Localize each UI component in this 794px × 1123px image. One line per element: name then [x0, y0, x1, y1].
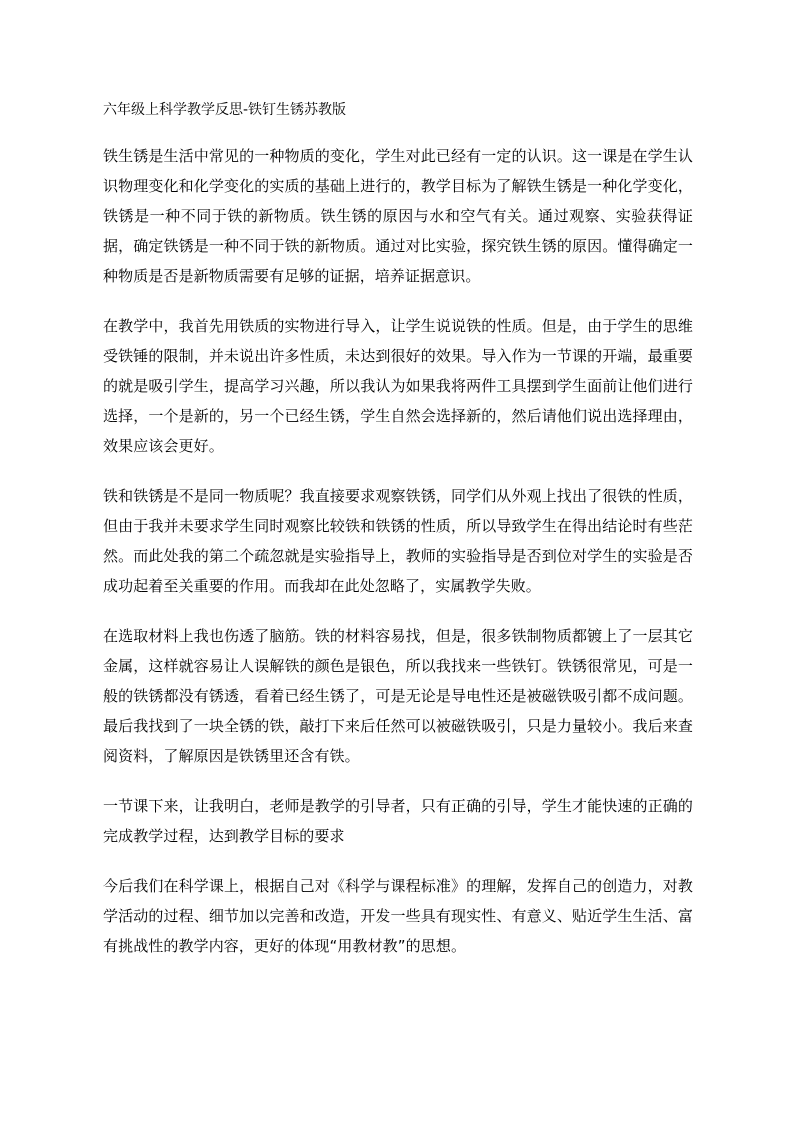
paragraph-4: 在选取材料上我也伤透了脑筋。铁的材料容易找，但是，很多铁制物质都镀上了一层其它金属，这样就容易让人误解铁的颜色是银色，所以我找来一些铁钉。铁锈很常见，可是一般的铁锈都没有锈透，看着已经生锈了，可是无论是导电性还是被磁铁吸引都不成问题。最后我找到了一块全锈的铁，敲打下来后任然可以被磁铁吸引，只是力量较小。我后来查阅资料，了解原因是铁锈里还含有铁。 — [103, 627, 693, 765]
document-title: 六年级上科学教学反思-铁钉生锈苏教版 — [103, 102, 347, 118]
paragraph-2: 在教学中，我首先用铁质的实物进行导入，让学生说说铁的性质。但是，由于学生的思维受铁锤的限制，并未说出许多性质，未达到很好的效果。导入作为一节课的开端，最重要的就是吸引学生，提高学习兴趣，所以我认为如果我将两件工具摆到学生面前让他们进行选择，一个是新的，另一个已经生锈，学生自然会选择新的，然后请他们说出选择理由，效果应该会更好。 — [103, 317, 693, 455]
paragraph-3: 铁和铁锈是不是同一物质呢？我直接要求观察铁锈，同学们从外观上找出了很铁的性质，但由于我并未要求学生同时观察比较铁和铁锈的性质，所以导致学生在得出结论时有些茫然。而此处我的第二个疏忽就是实验指导上，教师的实验指导是否到位对学生的实验是否成功起着至关重要的作用。而我却在此处忽略了，实属教学失败。 — [103, 487, 693, 595]
paragraph-5: 一节课下来，让我明白，老师是教学的引导者，只有正确的引导，学生才能快速的正确的完成教学过程，达到教学目标的要求 — [103, 797, 693, 845]
paragraph-6: 今后我们在科学课上，根据自己对《科学与课程标准》的理解，发挥自己的创造力，对教学活动的过程、细节加以完善和改造，开发一些具有现实性、有意义、贴近学生生活、富有挑战性的教学内容，更好的体现“用教材教”的思想。 — [103, 877, 693, 955]
paragraph-1: 铁生锈是生活中常见的一种物质的变化，学生对此已经有一定的认识。这一课是在学生认识物理变化和化学变化的实质的基础上进行的，教学目标为了解铁生锈是一种化学变化，铁锈是一种不同于铁的新物质。铁生锈的原因与水和空气有关。通过观察、实验获得证据，确定铁锈是一种不同于铁的新物质。通过对比实验，探究铁生锈的原因。懂得确定一种物质是否是新物质需要有足够的证据，培养证据意识。 — [103, 147, 693, 285]
document-body — [103, 141, 693, 981]
